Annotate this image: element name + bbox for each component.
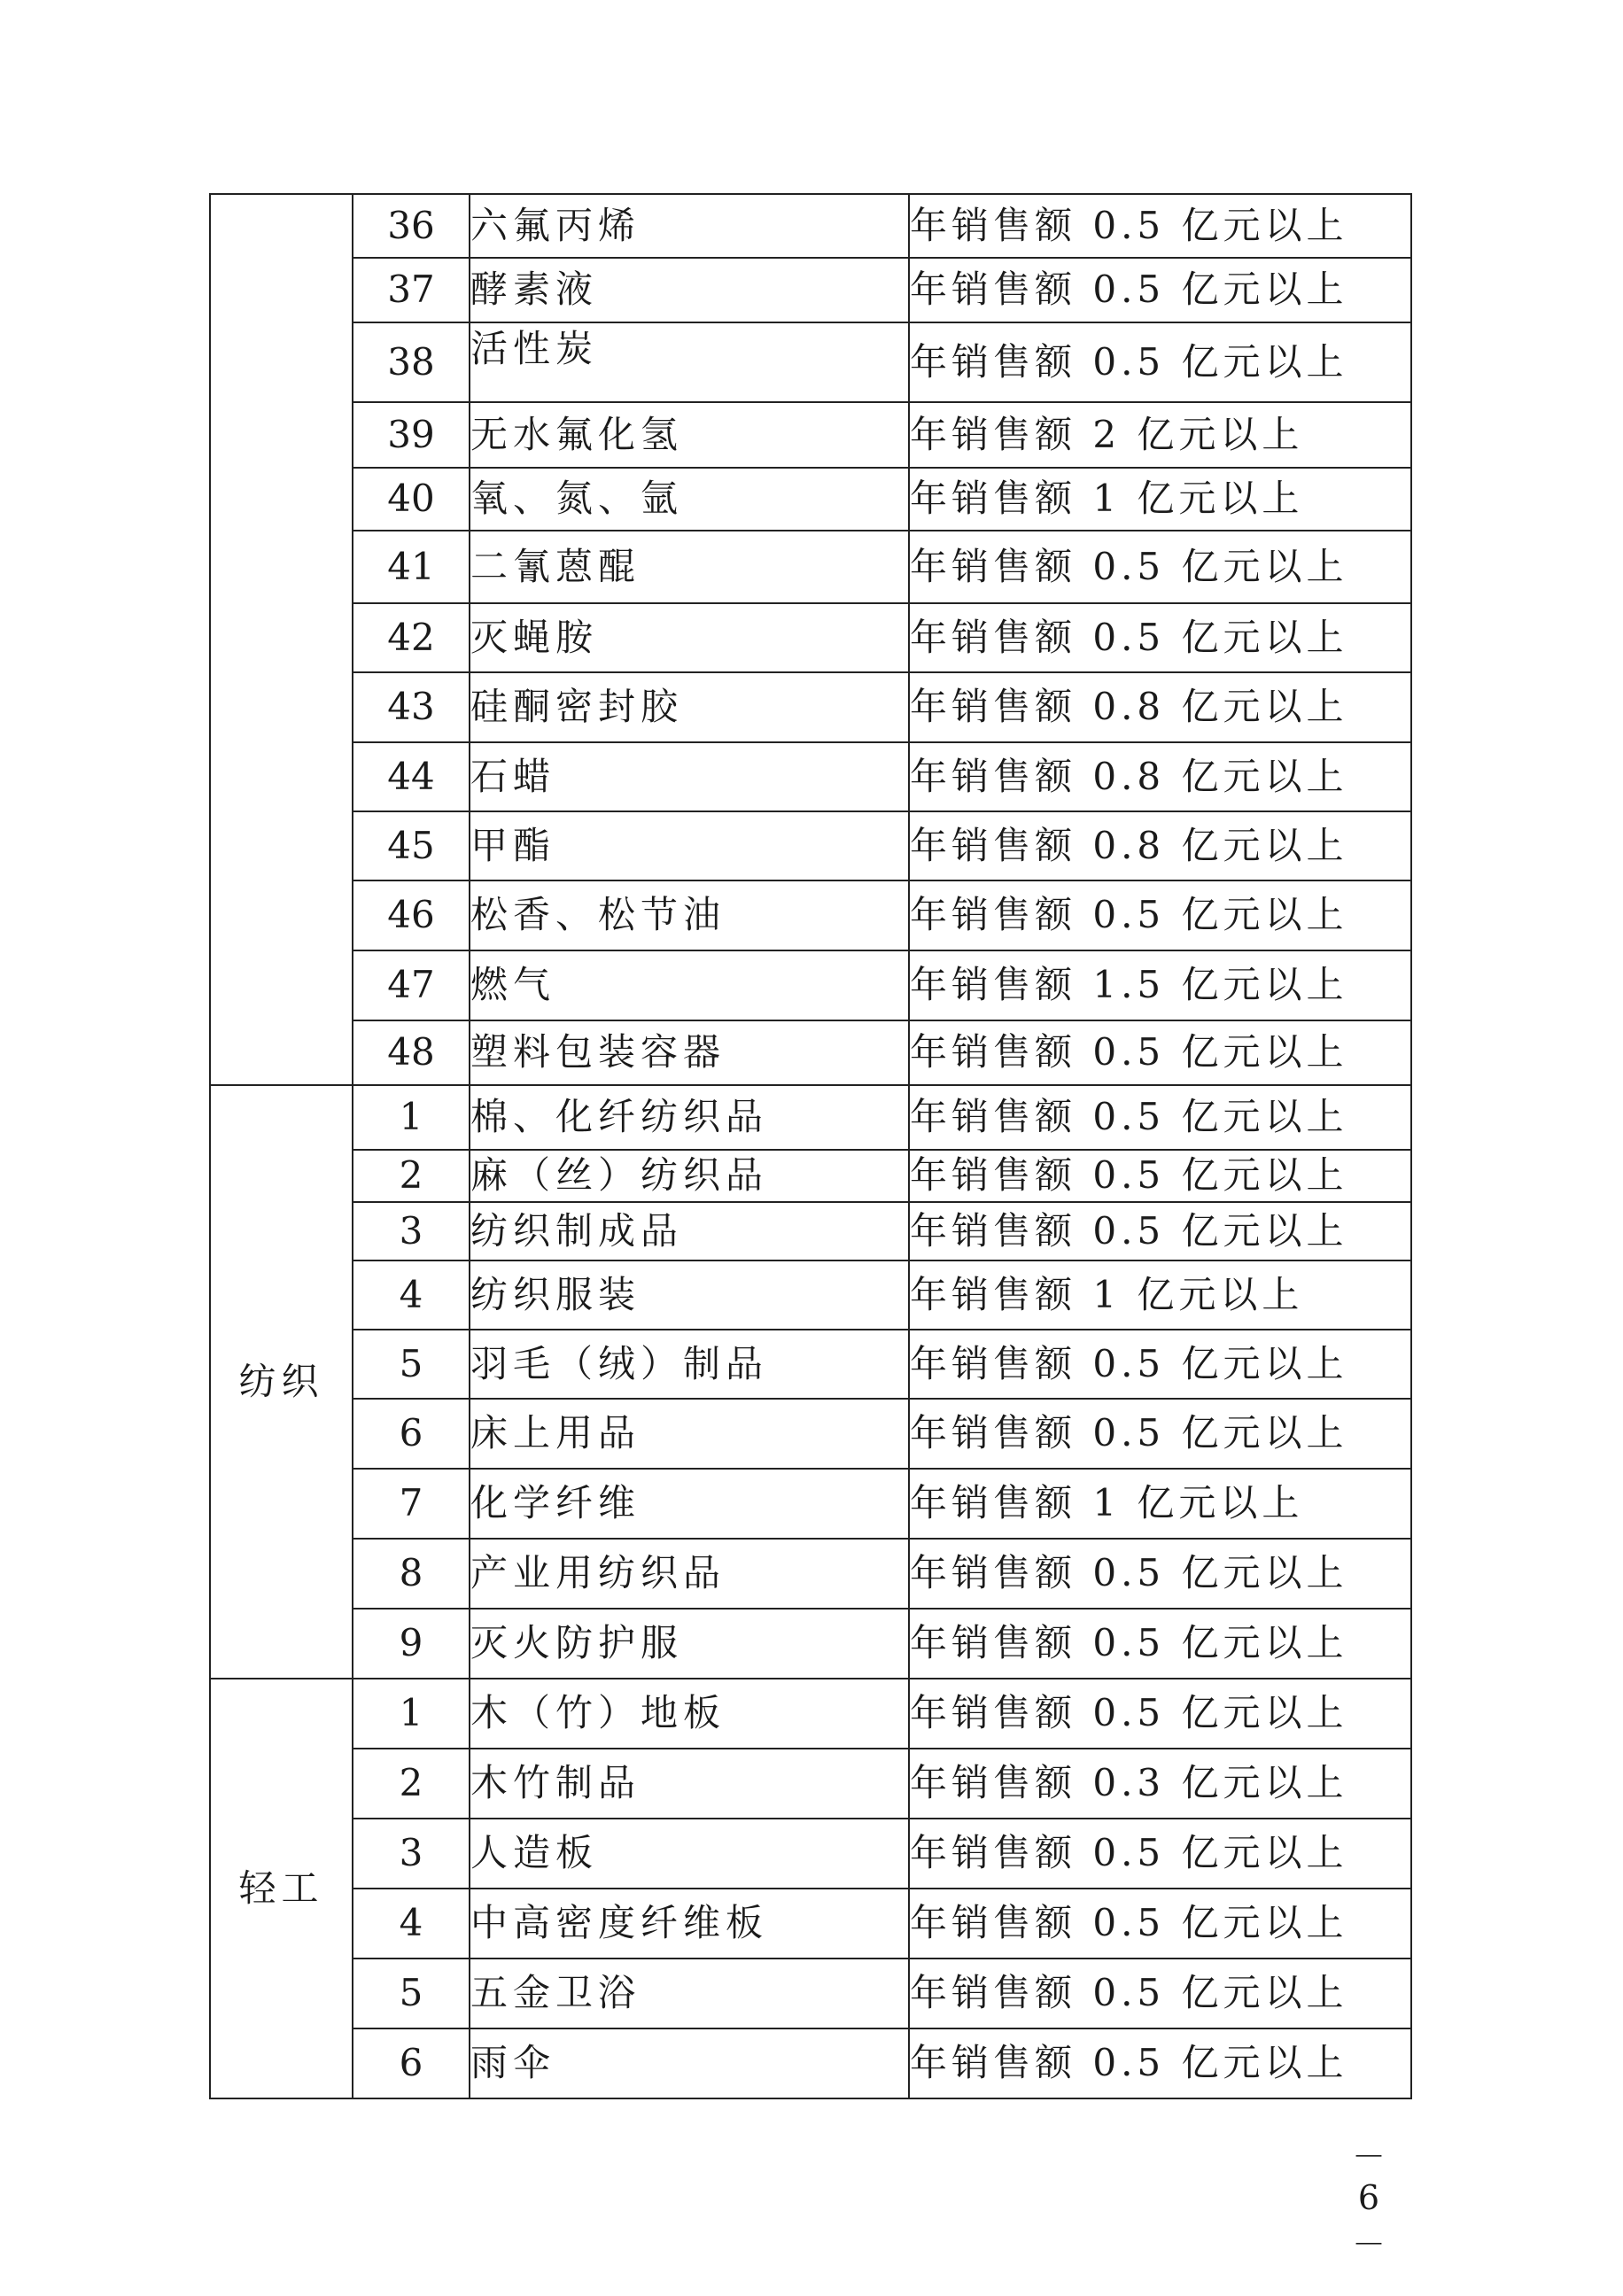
category-cell-chemical	[210, 194, 353, 1085]
sales-requirement: 年销售额 0.5 亿元以上	[909, 1679, 1411, 1749]
table-row	[210, 1020, 1411, 1085]
table-row	[210, 322, 1411, 402]
row-number: 48	[353, 1020, 470, 1085]
table-row	[210, 1330, 1411, 1399]
product-name: 纺织制成品	[470, 1202, 909, 1260]
table-row	[210, 194, 1411, 258]
table-row	[210, 1539, 1411, 1609]
row-number: 40	[353, 468, 470, 531]
category-cell-light-industry: 轻工	[210, 1679, 353, 2098]
row-number: 41	[353, 531, 470, 603]
product-name: 燃气	[470, 950, 909, 1020]
product-name: 六氟丙烯	[470, 194, 909, 258]
product-name: 麻（丝）纺织品	[470, 1150, 909, 1202]
sales-requirement: 年销售额 0.8 亿元以上	[909, 742, 1411, 811]
table-row	[210, 950, 1411, 1020]
row-number: 1	[353, 1679, 470, 1749]
table-row	[210, 880, 1411, 950]
product-name: 木（竹）地板	[470, 1679, 909, 1749]
product-name: 甲酯	[470, 811, 909, 880]
sales-requirement: 年销售额 0.5 亿元以上	[909, 1609, 1411, 1679]
table-row	[210, 2028, 1411, 2098]
product-name: 塑料包装容器	[470, 1020, 909, 1085]
table-row	[210, 1679, 1411, 1749]
product-name: 灭火防护服	[470, 1609, 909, 1679]
sales-requirement: 年销售额 1 亿元以上	[909, 468, 1411, 531]
row-number: 3	[353, 1819, 470, 1889]
row-number: 8	[353, 1539, 470, 1609]
sales-requirement: 年销售额 0.5 亿元以上	[909, 194, 1411, 258]
table-row	[210, 1959, 1411, 2028]
row-number: 39	[353, 402, 470, 468]
sales-requirement: 年销售额 0.5 亿元以上	[909, 1085, 1411, 1150]
product-name: 产业用纺织品	[470, 1539, 909, 1609]
table-row	[210, 1609, 1411, 1679]
sales-requirement: 年销售额 0.5 亿元以上	[909, 1202, 1411, 1260]
table-row	[210, 1889, 1411, 1959]
sales-requirement: 年销售额 0.5 亿元以上	[909, 1889, 1411, 1959]
sales-requirement: 年销售额 0.5 亿元以上	[909, 531, 1411, 603]
product-name: 硅酮密封胶	[470, 672, 909, 742]
sales-requirement: 年销售额 0.8 亿元以上	[909, 811, 1411, 880]
table-row	[210, 742, 1411, 811]
table-row	[210, 1202, 1411, 1260]
row-number: 5	[353, 1959, 470, 2028]
table-row	[210, 1399, 1411, 1469]
product-name: 床上用品	[470, 1399, 909, 1469]
sales-requirement: 年销售额 0.5 亿元以上	[909, 1150, 1411, 1202]
row-number: 3	[353, 1202, 470, 1260]
sales-requirement: 年销售额 0.5 亿元以上	[909, 1399, 1411, 1469]
table-row	[210, 811, 1411, 880]
product-name: 无水氟化氢	[470, 402, 909, 468]
row-number: 6	[353, 1399, 470, 1469]
row-number: 9	[353, 1609, 470, 1679]
row-number: 1	[353, 1085, 470, 1150]
product-name: 活性炭	[470, 322, 909, 402]
sales-requirement: 年销售额 0.5 亿元以上	[909, 2028, 1411, 2098]
category-cell-textile: 纺织	[210, 1085, 353, 1679]
product-name: 酵素液	[470, 258, 909, 322]
product-name: 雨伞	[470, 2028, 909, 2098]
product-name: 石蜡	[470, 742, 909, 811]
sales-requirement: 年销售额 1 亿元以上	[909, 1260, 1411, 1330]
product-name: 松香、松节油	[470, 880, 909, 950]
row-number: 42	[353, 603, 470, 672]
row-number: 5	[353, 1330, 470, 1399]
product-name: 纺织服装	[470, 1260, 909, 1330]
row-number: 2	[353, 1150, 470, 1202]
product-name: 五金卫浴	[470, 1959, 909, 2028]
sales-requirement: 年销售额 0.8 亿元以上	[909, 672, 1411, 742]
row-number: 4	[353, 1889, 470, 1959]
table-row	[210, 1469, 1411, 1539]
product-name: 羽毛（绒）制品	[470, 1330, 909, 1399]
sales-requirement: 年销售额 1.5 亿元以上	[909, 950, 1411, 1020]
sales-requirement: 年销售额 2 亿元以上	[909, 402, 1411, 468]
row-number: 43	[353, 672, 470, 742]
row-number: 6	[353, 2028, 470, 2098]
table-row	[210, 468, 1411, 531]
table-row	[210, 258, 1411, 322]
table-row	[210, 1085, 1411, 1150]
table-row	[210, 1150, 1411, 1202]
sales-requirement: 年销售额 0.5 亿元以上	[909, 1020, 1411, 1085]
row-number: 36	[353, 194, 470, 258]
table-row	[210, 1260, 1411, 1330]
sales-requirement: 年销售额 0.5 亿元以上	[909, 322, 1411, 402]
product-name: 氧、氮、氩	[470, 468, 909, 531]
row-number: 47	[353, 950, 470, 1020]
table-row	[210, 1749, 1411, 1819]
row-number: 2	[353, 1749, 470, 1819]
product-name: 灭蝇胺	[470, 603, 909, 672]
sales-requirement: 年销售额 0.5 亿元以上	[909, 880, 1411, 950]
row-number: 7	[353, 1469, 470, 1539]
sales-requirement: 年销售额 0.5 亿元以上	[909, 603, 1411, 672]
row-number: 46	[353, 880, 470, 950]
sales-requirement: 年销售额 0.5 亿元以上	[909, 258, 1411, 322]
table-row	[210, 1819, 1411, 1889]
sales-requirement: 年销售额 0.5 亿元以上	[909, 1959, 1411, 2028]
row-number: 44	[353, 742, 470, 811]
product-name: 人造板	[470, 1819, 909, 1889]
table-row	[210, 672, 1411, 742]
product-name: 中高密度纤维板	[470, 1889, 909, 1959]
product-name: 木竹制品	[470, 1749, 909, 1819]
page-number: － 6 －	[1351, 2137, 1394, 2264]
sales-requirement: 年销售额 0.5 亿元以上	[909, 1330, 1411, 1399]
product-threshold-table	[209, 193, 1412, 2099]
row-number: 4	[353, 1260, 470, 1330]
row-number: 37	[353, 258, 470, 322]
table-row	[210, 402, 1411, 468]
sales-requirement: 年销售额 1 亿元以上	[909, 1469, 1411, 1539]
product-name: 化学纤维	[470, 1469, 909, 1539]
sales-requirement: 年销售额 0.5 亿元以上	[909, 1539, 1411, 1609]
product-name: 二氰蒽醌	[470, 531, 909, 603]
table-row	[210, 531, 1411, 603]
sales-requirement: 年销售额 0.3 亿元以上	[909, 1749, 1411, 1819]
row-number: 38	[353, 322, 470, 402]
product-name: 棉、化纤纺织品	[470, 1085, 909, 1150]
sales-requirement: 年销售额 0.5 亿元以上	[909, 1819, 1411, 1889]
table-row	[210, 603, 1411, 672]
row-number: 45	[353, 811, 470, 880]
